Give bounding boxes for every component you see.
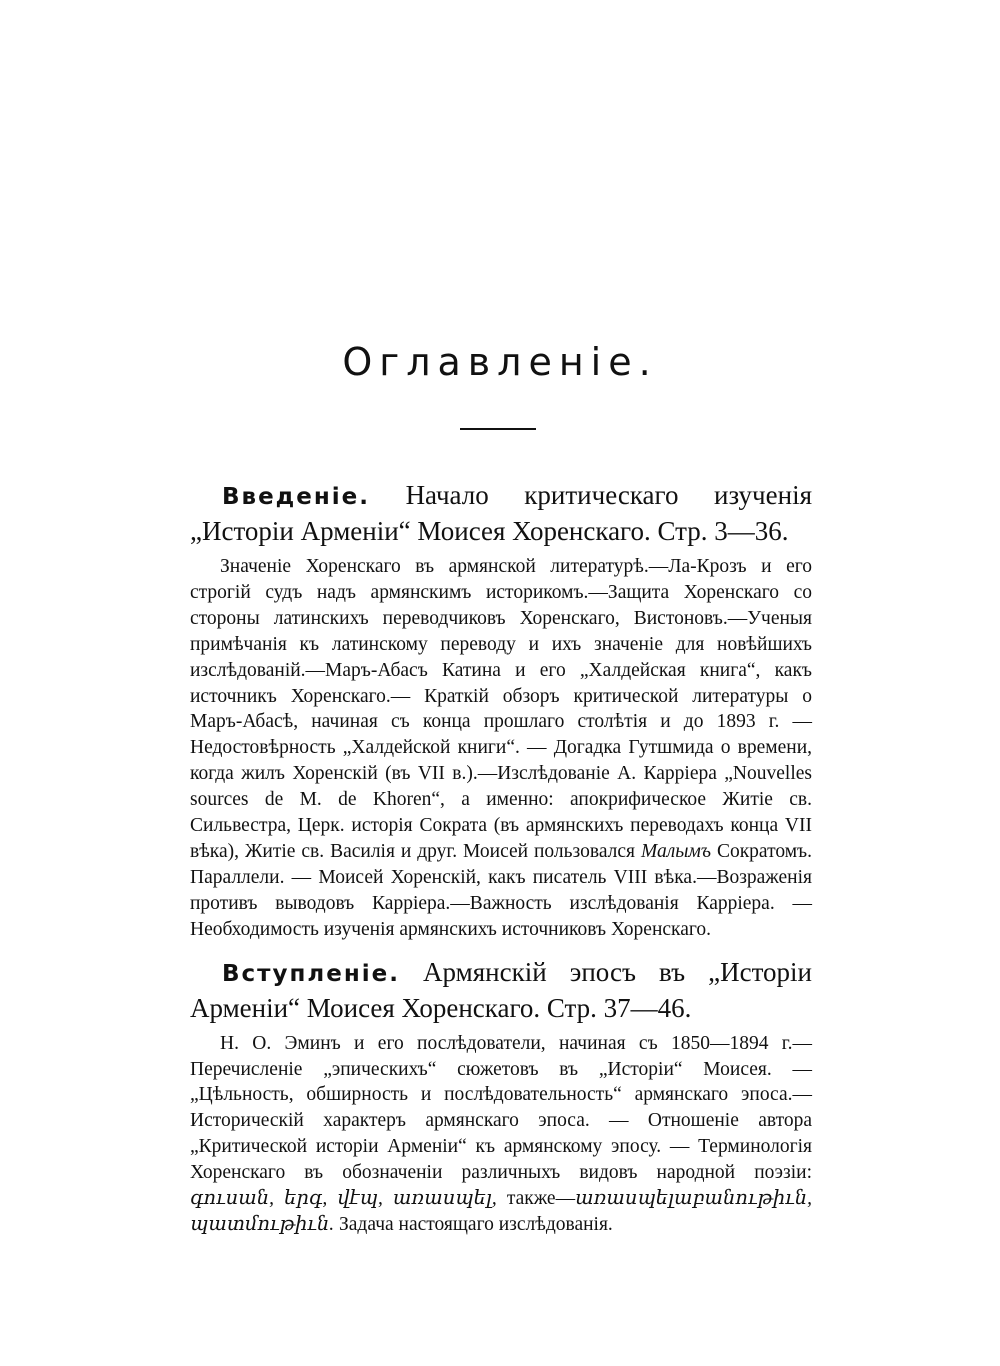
section-description-armenian-terms-2: առասպելաբանութիւն, պատմութիւն. xyxy=(190,1188,813,1235)
page-title: Оглавленіе. xyxy=(342,340,658,384)
section-heading-text: Армянскій эпосъ въ „Исторіи Арменіи“ Моисея Хоренскаго. Стр. 37—46. xyxy=(190,956,813,1023)
section-heading-word: Вступленіе. xyxy=(222,960,400,987)
toc-section-introduction xyxy=(190,478,812,943)
section-description-text-cont: также— xyxy=(506,1188,576,1210)
section-description-text: Н. О. Эминъ и его послѣдователи, начиная съ 1850—1894 г.— Перечисленіе „эпическихъ“ сюжетовъ въ „Исторіи“ Моисея. — „Цѣльность, обширность и послѣдовательность“ армянскаго эпоса.— Историческій характеръ армянскаго эпоса. — Отношеніе автора „Критической исторіи Арменіи“ къ армянскому эпосу. — Терминологія Хоренскаго въ обозначеніи различныхъ видовъ народной поэзіи: xyxy=(190,1032,812,1184)
table-of-contents xyxy=(190,478,812,1250)
section-description-text: Значеніе Хоренскаго въ армянской литературѣ.—Ла-Крозъ и его строгій судъ надъ армянскимъ историкомъ.—Защита Хоренскаго со стороны латинскихъ переводчиковъ Хоренскаго, Вистоновъ.—Ученыя примѣчанія къ латинскому переводу и ихъ значеніе для новѣйшихъ изслѣдованій.—Маръ-Абасъ Катина и его „Халдейская книга“, какъ источникъ Хоренскаго.— Краткій обзоръ критической литературы о Маръ-Абасѣ, начиная съ конца прошлаго столѣтія и до 1893 г. — Недостовѣрность „Халдейской книги“. — Догадка Гутшмида о времени, когда жилъ Хоренскій (въ VII в.).—Изслѣдованіе А. Карріера „Nouvelles sources de M. de Khoren“, а именно: апокрифическое Житіе св. Сильвестра, Церк. исторія Сократа (въ армянскихъ переводахъ конца VII вѣка), Житіе св. Василія и друг. Моисей пользовался xyxy=(190,556,812,862)
section-heading xyxy=(190,478,812,548)
section-description-text-end: Задача настоящаго изслѣдованія. xyxy=(338,1213,613,1235)
toc-section-preface xyxy=(190,955,812,1238)
section-description xyxy=(190,1031,812,1238)
section-heading-text: Начало критическаго изученія „Исторіи Арменіи“ Моисея Хоренскаго. Стр. 3—36. xyxy=(190,480,812,546)
title-divider xyxy=(460,428,536,430)
section-description-italic: Малымъ xyxy=(640,840,711,862)
section-heading xyxy=(190,955,812,1025)
section-description-text-cont: Сократомъ. Параллели. — Моисей Хоренскій, какъ писатель VIII вѣка.—Возраженія противъ выводовъ Карріера.—Важность изслѣдованія Карріера. — Необходимость изученія армянскихъ источниковъ Хоренскаго. xyxy=(190,840,813,940)
section-description xyxy=(190,554,812,943)
section-heading-word: Введеніе. xyxy=(222,484,370,510)
section-description-armenian-terms: գուսան, երգ, վէպ, առասպել, xyxy=(190,1188,497,1210)
